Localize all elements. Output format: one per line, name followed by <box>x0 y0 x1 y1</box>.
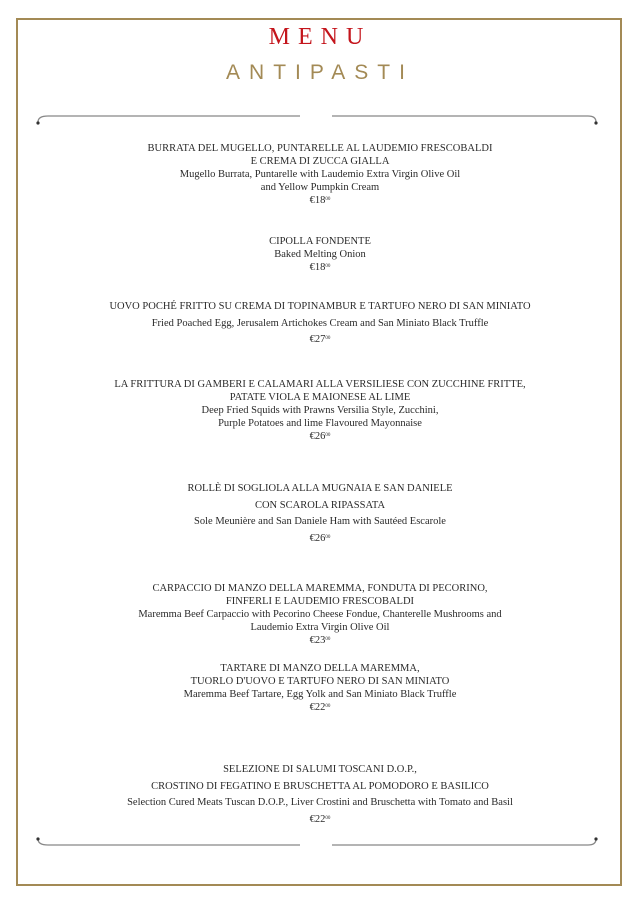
menu-item-line: Deep Fried Squids with Prawns Versilia Style, Zucchini, <box>201 405 439 416</box>
menu-item-line: FINFERLI E LAUDEMIO FRESCOBALDI <box>225 596 415 607</box>
price-value: €23 <box>309 635 326 646</box>
menu-item-line: CON SCAROLA RIPASSATA <box>254 499 386 511</box>
menu-item-line: PATATE VIOLA E MAIONESE AL LIME <box>229 392 411 403</box>
menu-item-price <box>0 332 640 349</box>
menu-item-line: Mugello Burrata, Puntarelle with Laudemio Extra Virgin Olive Oil <box>179 169 461 180</box>
menu-item-line: Laudemio Extra Virgin Olive Oil <box>250 622 390 633</box>
price-cents: 00 <box>325 534 331 540</box>
menu-item-line: BURRATA DEL MUGELLO, PUNTARELLE AL LAUDEMIO FRESCOBALDI <box>147 143 493 154</box>
menu-item <box>0 762 640 828</box>
menu-item-line: TUORLO D'UOVO E TARTUFO NERO DI SAN MINIATO <box>190 676 450 687</box>
menu-item-line: and Yellow Pumpkin Cream <box>260 182 380 193</box>
menu-item <box>0 142 640 207</box>
price-value: €22 <box>309 813 326 825</box>
price-cents: 00 <box>325 336 331 341</box>
price-cents: 00 <box>325 433 331 438</box>
menu-item-line: Selection Cured Meats Tuscan D.O.P., Liver Crostini and Bruschetta with Tomato and Basil <box>127 797 513 808</box>
price-cents: 00 <box>325 704 331 709</box>
menu-item-line: E CREMA DI ZUCCA GIALLA <box>250 156 390 167</box>
section-title: ANTIPASTI <box>226 61 414 84</box>
price-cents: 00 <box>325 264 331 269</box>
price-value: €26 <box>309 532 326 544</box>
menu-item-price <box>0 812 640 829</box>
menu-item-line: ROLLÈ DI SOGLIOLA ALLA MUGNAIA E SAN DANIELE <box>187 483 453 494</box>
menu-item-price <box>0 194 640 207</box>
price-value: €27 <box>309 334 326 345</box>
menu-item-line: Baked Melting Onion <box>274 249 366 260</box>
menu-item-price <box>0 701 640 714</box>
menu-item-price <box>0 634 640 647</box>
menu-item <box>0 662 640 714</box>
menu-item-line: CIPOLLA FONDENTE <box>269 236 371 247</box>
menu-item-line: Purple Potatoes and lime Flavoured Mayonnaise <box>218 418 422 429</box>
menu-item <box>0 235 640 274</box>
menu-item-line: UOVO POCHÉ FRITTO SU CREMA DI TOPINAMBUR E TARTUFO NERO DI SAN MINIATO <box>109 301 531 312</box>
menu-item-line: Maremma Beef Carpaccio with Pecorino Cheese Fondue, Chanterelle Mushrooms and <box>138 609 502 620</box>
menu-item-line: CARPACCIO DI MANZO DELLA MAREMMA, FONDUTA DI PECORINO, <box>152 583 488 594</box>
price-value: €18 <box>309 262 326 273</box>
menu-item-line: SELEZIONE DI SALUMI TOSCANI D.O.P., <box>223 764 417 775</box>
divider-bottom <box>0 837 640 851</box>
menu-title: MENU <box>268 24 372 50</box>
price-cents: 00 <box>325 815 331 821</box>
menu-item <box>0 481 640 547</box>
menu-item <box>0 582 640 647</box>
menu-item-line: Fried Poached Egg, Jerusalem Artichokes Cream and San Miniato Black Truffle <box>151 317 489 329</box>
menu-item-line: Maremma Beef Tartare, Egg Yolk and San Miniato Black Truffle <box>183 689 457 700</box>
price-cents: 00 <box>325 637 331 642</box>
menu-item-line: TARTARE DI MANZO DELLA MAREMMA, <box>220 663 420 674</box>
menu-item-line: Sole Meunière and San Daniele Ham with Sautéed Escarole <box>194 516 446 527</box>
price-cents: 00 <box>325 197 331 202</box>
price-value: €26 <box>309 431 326 442</box>
price-value: €18 <box>309 195 326 206</box>
price-value: €22 <box>309 702 326 713</box>
menu-item-price <box>0 531 640 548</box>
menu-item-price <box>0 261 640 274</box>
menu-item <box>0 299 640 349</box>
menu-item-price <box>0 430 640 443</box>
menu-item-line: LA FRITTURA DI GAMBERI E CALAMARI ALLA VERSILIESE CON ZUCCHINE FRITTE, <box>114 379 526 390</box>
menu-item <box>0 378 640 443</box>
divider-top <box>0 112 640 126</box>
menu-item-line: CROSTINO DI FEGATINO E BRUSCHETTA AL POMODORO E BASILICO <box>151 780 489 792</box>
